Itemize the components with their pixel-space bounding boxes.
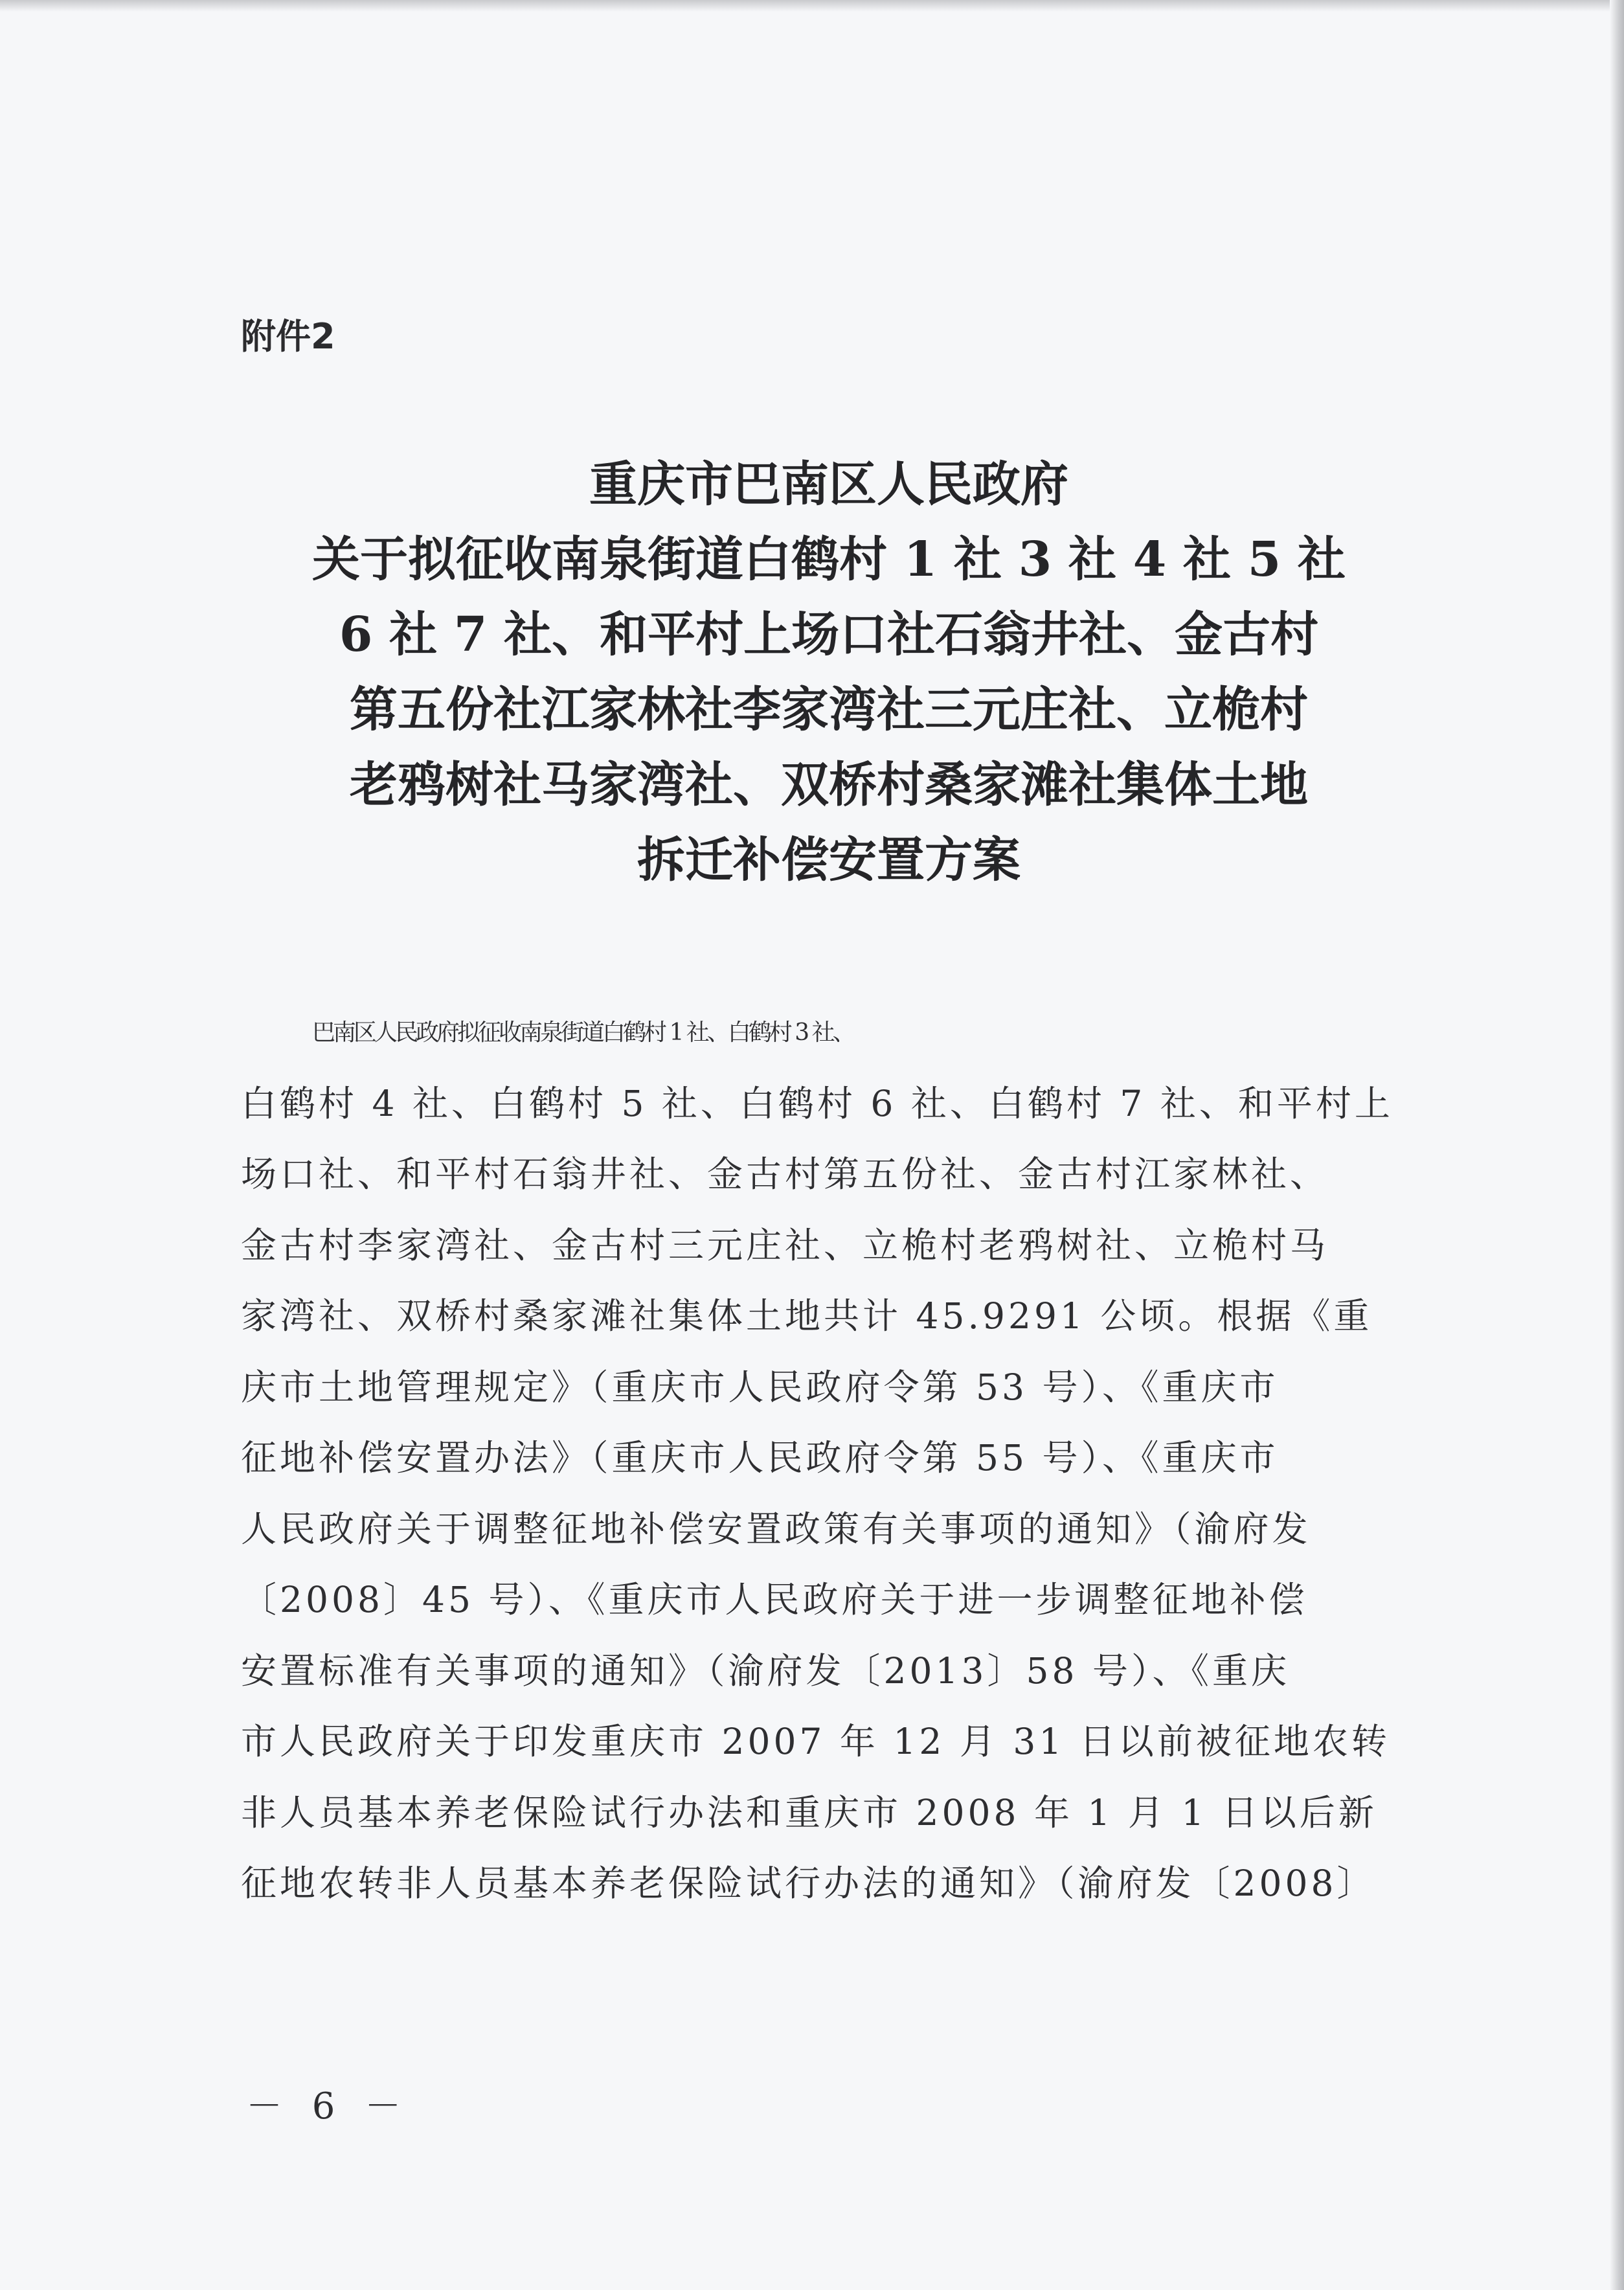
attachment-label: 附件2 (241, 316, 335, 357)
body-line: 白鹤村 4 社、白鹤村 5 社、白鹤村 6 社、白鹤村 7 社、和平村上 (241, 1082, 1393, 1124)
body-line: 征地农转非人员基本养老保险试行办法的通知》（渝府发〔2008〕 (241, 1863, 1376, 1904)
title-line: 第五份社江家林社李家湾社三元庄社、立桅村 (350, 682, 1308, 738)
body-line: 安置标准有关事项的通知》（渝府发〔2013〕58 号）、《重庆 (241, 1649, 1290, 1692)
scan-edge-right (1610, 0, 1624, 2290)
body-line: 巴南区人民政府拟征收南泉街道白鹤村 1 社、白鹤村 3 社、 (312, 1019, 853, 1046)
title-line: 拆迁补偿安置方案 (637, 832, 1021, 888)
body-line: 〔2008〕45 号）、《重庆市人民政府关于进一步调整征地补偿 (241, 1579, 1308, 1620)
page-number: － 6 － (246, 2085, 411, 2127)
scan-edge-top (0, 0, 1624, 12)
body-paragraph (241, 997, 1426, 1920)
body-line: 庆市土地管理规定》（重庆市人民政府令第 53 号）、《重庆市 (241, 1366, 1279, 1408)
document-title (220, 447, 1438, 898)
body-line: 人民政府关于调整征地补偿安置政策有关事项的通知》（渝府发 (241, 1508, 1311, 1550)
title-line: 6 社 7 社、和平村上场口社石翁井社、金古村 (339, 607, 1319, 663)
body-line: 征地补偿安置办法》（重庆市人民政府令第 55 号）、《重庆市 (241, 1437, 1279, 1479)
title-line: 老鸦树社马家湾社、双桥村桑家滩社集体土地 (350, 757, 1308, 813)
body-line: 非人员基本养老保险试行办法和重庆市 2008 年 1 月 1 日以后新 (241, 1791, 1377, 1833)
body-line: 家湾社、双桥村桑家滩社集体土地共计 45.9291 公顷。根据《重 (241, 1295, 1373, 1337)
body-line: 市人民政府关于印发重庆市 2007 年 12 月 31 日以前被征地农转 (241, 1721, 1390, 1762)
title-line: 重庆市巴南区人民政府 (589, 457, 1068, 512)
title-line: 关于拟征收南泉街道白鹤村 1 社 3 社 4 社 5 社 (311, 532, 1346, 587)
body-line: 场口社、和平村石翁井社、金古村第五份社、金古村江家林社、 (241, 1153, 1329, 1195)
body-line: 金古村李家湾社、金古村三元庄社、立桅村老鸦树社、立桅村马 (241, 1224, 1329, 1266)
